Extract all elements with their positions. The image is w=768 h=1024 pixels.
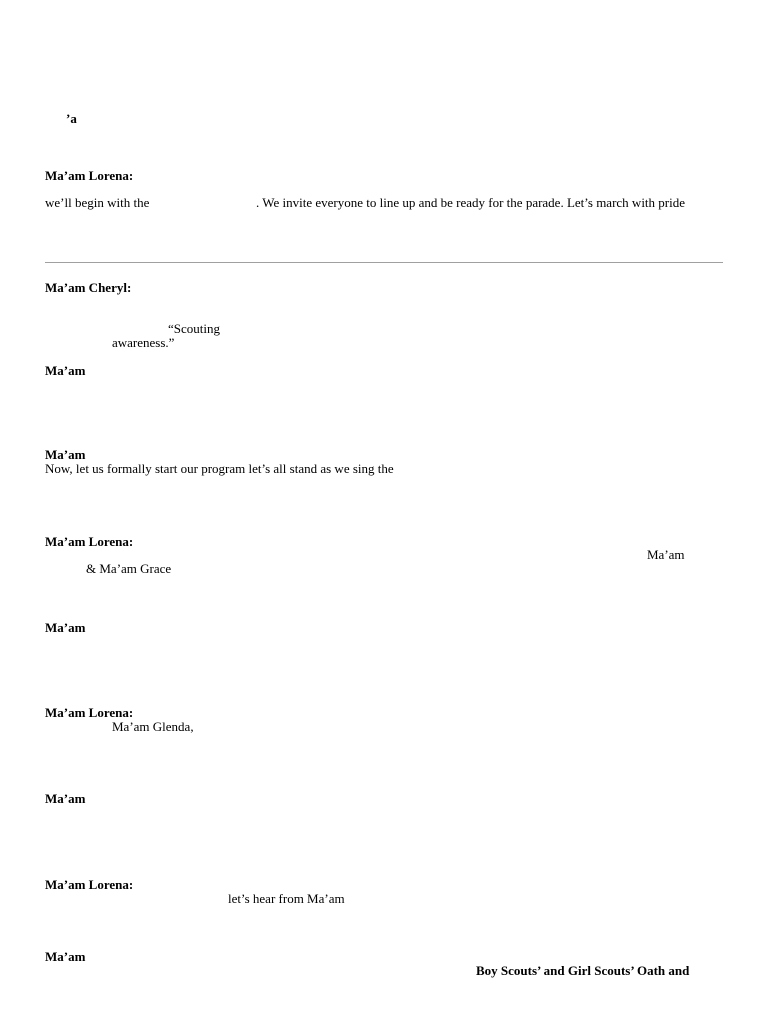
body-text: Ma’am Glenda, <box>112 719 194 734</box>
body-text: we’ll begin with the <box>45 195 150 210</box>
speaker-label: Ma’am Lorena: <box>45 877 134 892</box>
body-text: Ma’am <box>647 547 685 562</box>
speaker-label: Ma’am <box>45 949 86 964</box>
speaker-label: Ma’am <box>45 620 86 635</box>
text-fragment: ’a <box>66 111 77 126</box>
body-text: let’s hear from Ma’am <box>228 891 345 906</box>
speaker-label: Ma’am <box>45 363 86 378</box>
speaker-label: Ma’am <box>45 447 86 462</box>
speaker-label: Ma’am Lorena: <box>45 168 134 183</box>
body-text: Now, let us formally start our program let’s all stand as we sing the <box>45 461 394 476</box>
body-text: . We invite everyone to line up and be ready for the parade. Let’s march with pride <box>256 195 685 210</box>
speaker-label: Ma’am <box>45 791 86 806</box>
body-text-bold: Boy Scouts’ and Girl Scouts’ Oath and <box>476 963 690 978</box>
speaker-label: Ma’am Cheryl: <box>45 280 132 295</box>
body-text: “Scouting <box>168 321 220 336</box>
body-text: & Ma’am Grace <box>86 561 172 576</box>
speaker-label: Ma’am Lorena: <box>45 705 134 720</box>
horizontal-divider <box>45 262 723 263</box>
speaker-label: Ma’am Lorena: <box>45 534 134 549</box>
body-text: awareness.” <box>112 335 175 350</box>
